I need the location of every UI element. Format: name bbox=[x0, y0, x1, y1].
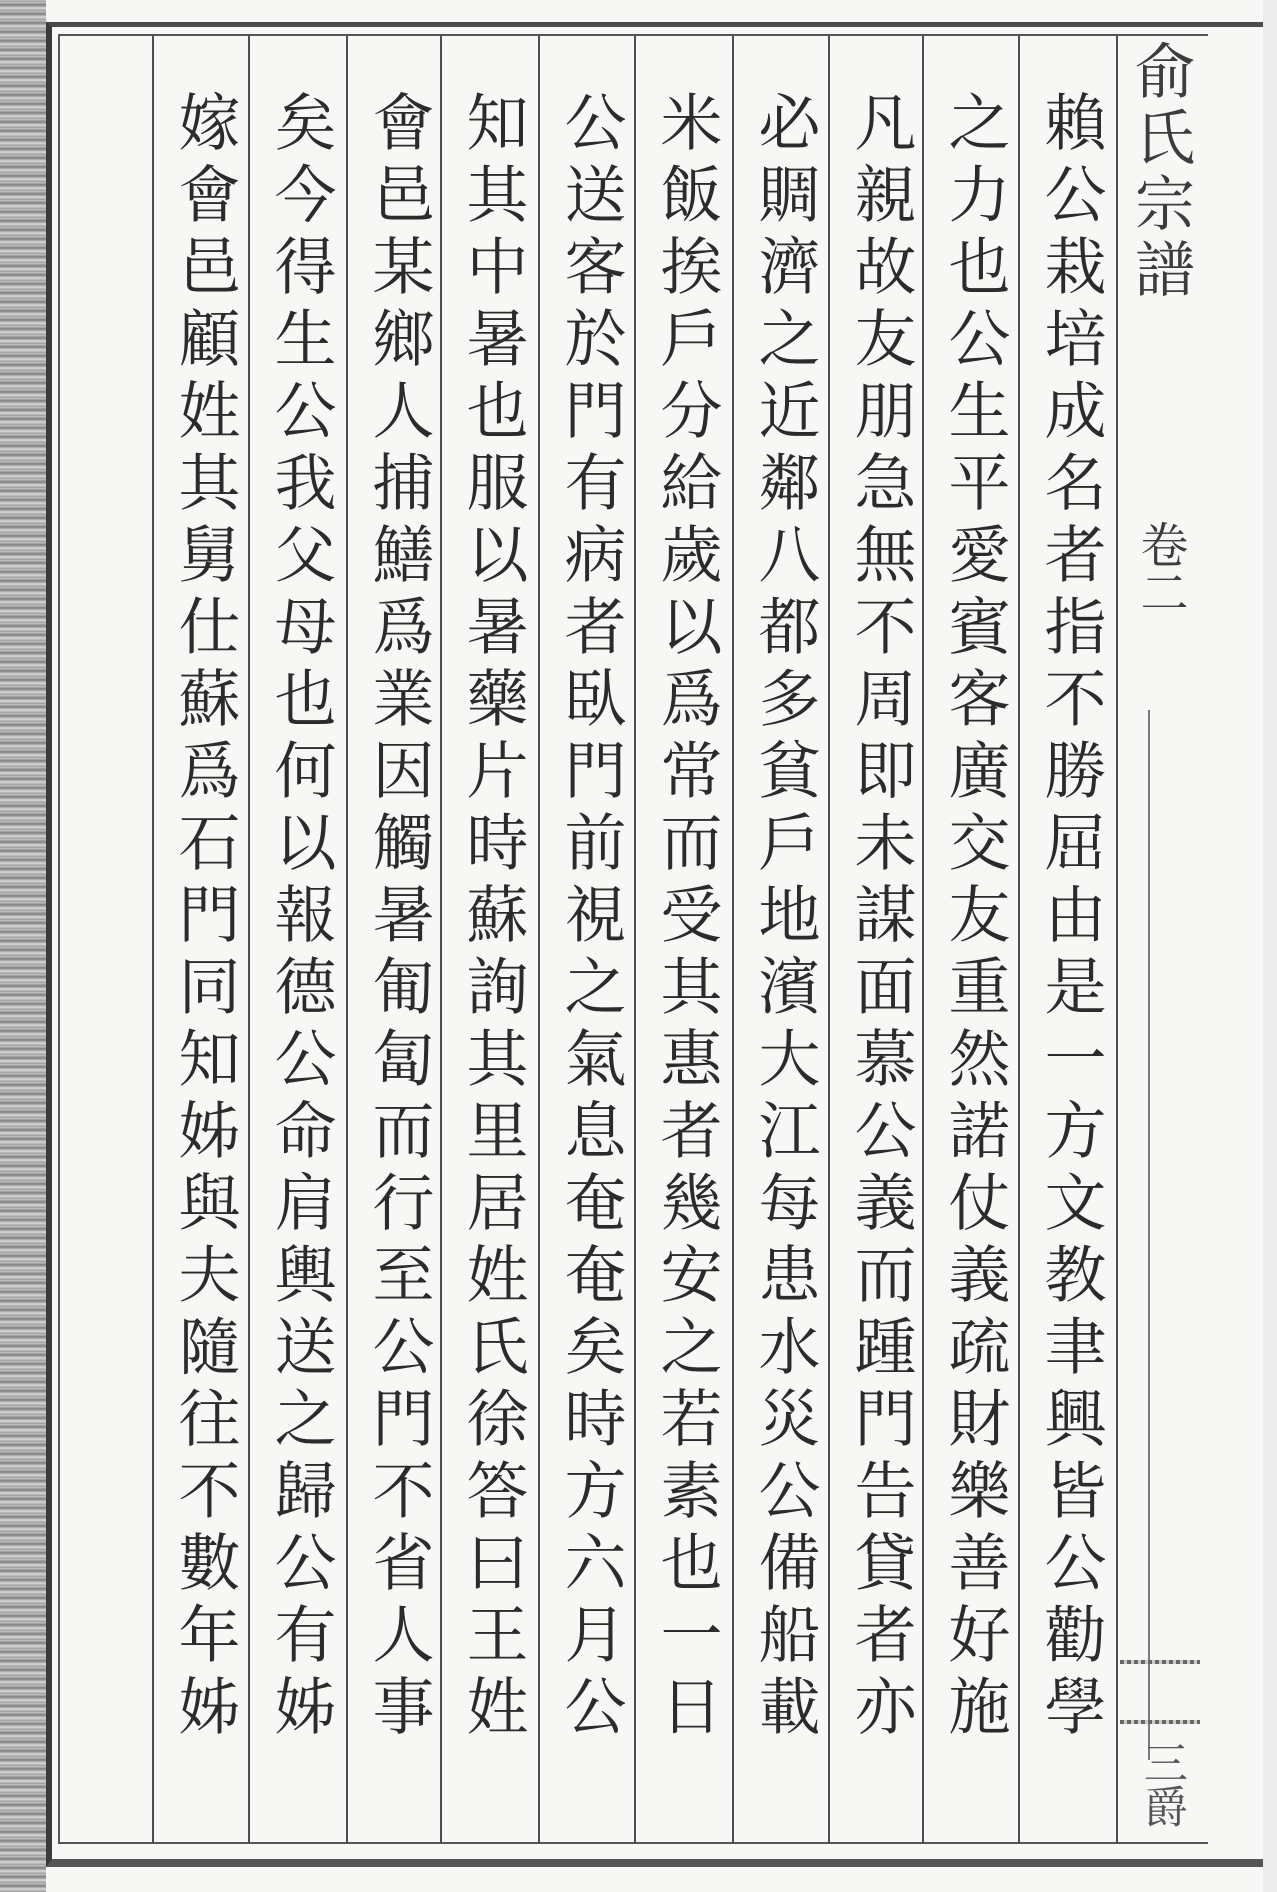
margin-header bbox=[1120, 40, 1200, 1860]
text-column-1: 賴公栽培成名者指不勝屈由是一方文教聿興皆公勸學 bbox=[1034, 90, 1107, 1746]
book-title: 俞氏宗譜 bbox=[1125, 40, 1195, 304]
text-column-2: 之力也公生平愛賓客廣交友重然諾仗義疏財樂善好施 bbox=[938, 90, 1011, 1746]
header-fishtail-mark bbox=[1120, 1720, 1200, 1724]
text-column-5: 米飯挨戶分給歲以爲常而受其惠者幾安之若素也一日 bbox=[650, 90, 723, 1746]
text-column-10: 嫁會邑顧姓其舅仕蘇爲石門同知姊與夫隨往不數年姊 bbox=[168, 90, 241, 1746]
text-column-4: 必賙濟之近鄰八都多貧戶地濱大江每患水災公備船載 bbox=[748, 90, 821, 1746]
text-column-8: 會邑某鄉人捕鱔爲業因觸暑匍匐而行至公門不省人事 bbox=[362, 90, 435, 1746]
binding-edge bbox=[0, 0, 46, 1892]
header-fishtail-mark bbox=[1120, 1660, 1200, 1664]
page-edge bbox=[1263, 0, 1277, 1892]
header-rule bbox=[1148, 710, 1150, 1760]
text-column-9: 矣今得生公我父母也何以報德公命肩輿送之歸公有姊 bbox=[264, 90, 337, 1746]
text-column-7: 知其中暑也服以暑藥片時蘇詢其里居姓氏徐答曰王姓 bbox=[456, 90, 529, 1746]
text-column-6: 公送客於門有病者臥門前視之氣息奄奄矣時方六月公 bbox=[554, 90, 627, 1746]
hall-name-label: 三爵 bbox=[1136, 1740, 1187, 1828]
text-column-3: 凡親故友朋急無不周即未謀面慕公義而踵門告貸者亦 bbox=[844, 90, 917, 1746]
volume-label: 卷二 bbox=[1132, 520, 1188, 616]
